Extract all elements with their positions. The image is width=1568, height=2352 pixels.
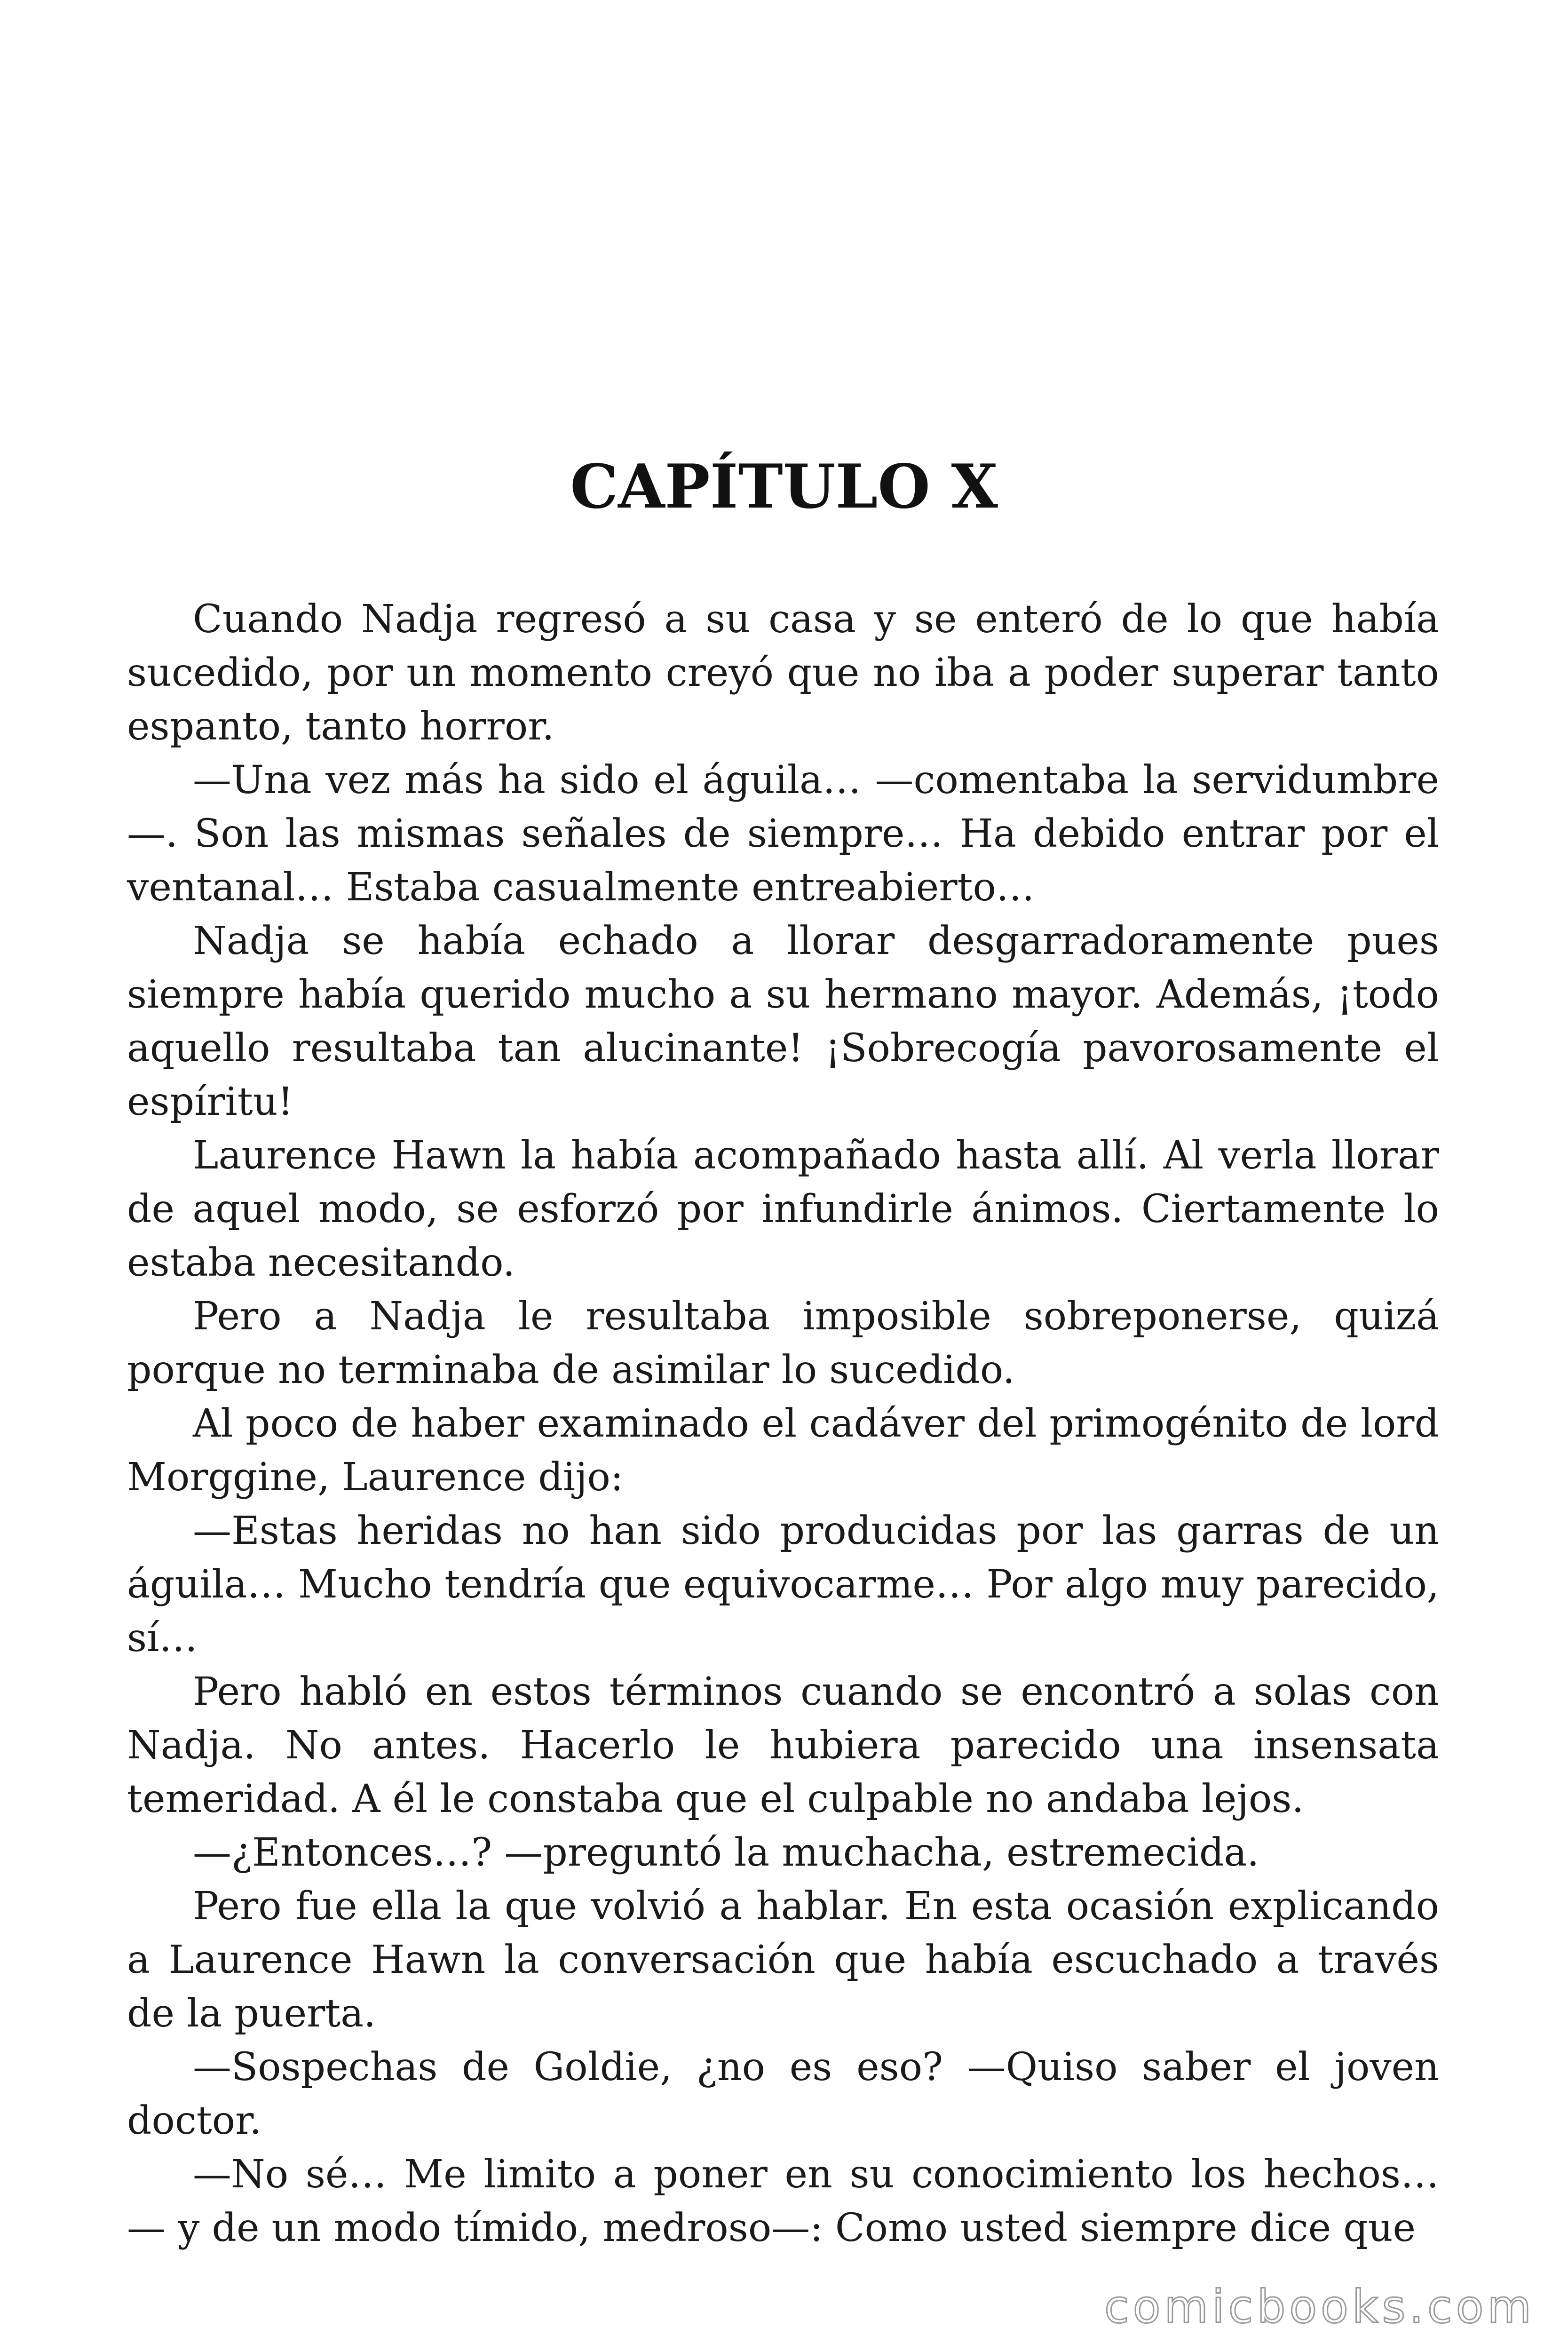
paragraph: Al poco de haber examinado el cadáver del primogénito de lord Morggine, Laurence dijo: xyxy=(127,1401,1439,1500)
chapter-title: CAPÍTULO X xyxy=(570,452,998,522)
paragraph: Laurence Hawn la había acompañado hasta allí. Al verla llorar de aquel modo, se esforzó por infundirle ánimos. Ciertamente lo estaba necesitando. xyxy=(127,1133,1439,1285)
paragraph: —Una vez más ha sido el águila… —comentaba la servidumbre —. Son las mismas señales de siempre… Ha debido entrar por el ventanal… Estaba casualmente entreabierto… xyxy=(127,758,1439,910)
paragraph: —Estas heridas no han sido producidas por las garras de un águila… Mucho tendría que equivocarme… Por algo muy parecido, sí… xyxy=(127,1509,1439,1661)
watermark: comicbooks.com xyxy=(1104,2280,1535,2333)
paragraph: —Sospechas de Goldie, ¿no es eso? —Quiso saber el joven doctor. xyxy=(127,2045,1439,2143)
paragraph: Pero fue ella la que volvió a hablar. En esta ocasión explicando a Laurence Hawn la conversación que había escuchado a través de la puerta. xyxy=(127,1884,1439,2036)
paragraph: Cuando Nadja regresó a su casa y se enteró de lo que había sucedido, por un momento creyó que no iba a poder superar tanto espanto, tanto horror. xyxy=(127,597,1439,749)
paragraph: —¿Entonces…? —preguntó la muchacha, estremecida. xyxy=(193,1830,1259,1875)
paragraph: Pero habló en estos términos cuando se encontró a solas con Nadja. No antes. Hacerlo le hubiera parecido una insensata temeridad. A él le constaba que el culpable no andaba lejos. xyxy=(127,1669,1439,1821)
paragraph: Nadja se había echado a llorar desgarradoramente pues siempre había querido mucho a su hermano mayor. Además, ¡todo aquello resultaba tan alucinante! ¡Sobrecogía pavorosamente el espíritu! xyxy=(127,919,1439,1124)
body-text xyxy=(127,593,1439,2255)
paragraph: —No sé… Me limito a poner en su conocimiento los hechos… — y de un modo tímido, medroso—: Como usted siempre dice que xyxy=(127,2152,1439,2250)
paragraph: Pero a Nadja le resultaba imposible sobreponerse, quizá porque no terminaba de asimilar lo sucedido. xyxy=(127,1294,1439,1392)
